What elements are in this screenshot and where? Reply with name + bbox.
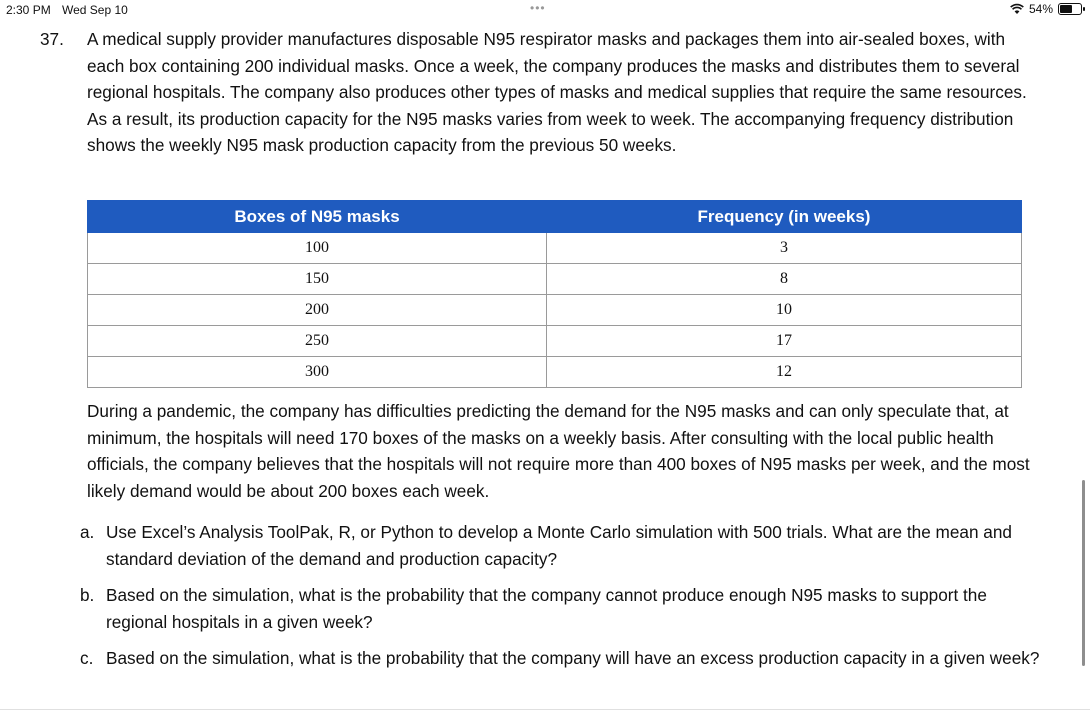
part-letter: a. bbox=[80, 522, 95, 542]
table-cell-frequency: 17 bbox=[547, 326, 1022, 357]
multitask-dots-icon[interactable]: ••• bbox=[530, 1, 546, 15]
question-block bbox=[40, 26, 1040, 159]
table-cell-boxes: 150 bbox=[88, 264, 547, 295]
question-parts bbox=[80, 519, 1040, 682]
table-cell-frequency: 3 bbox=[547, 233, 1022, 264]
battery-percent: 54% bbox=[1028, 2, 1053, 16]
table-row bbox=[88, 264, 1022, 295]
table-cell-frequency: 8 bbox=[547, 264, 1022, 295]
part-letter: c. bbox=[80, 648, 94, 668]
part-b bbox=[80, 582, 1040, 635]
status-bar bbox=[0, 0, 1090, 20]
table-cell-boxes: 250 bbox=[88, 326, 547, 357]
part-a bbox=[80, 519, 1040, 572]
wifi-icon bbox=[1010, 3, 1024, 15]
table-row bbox=[88, 326, 1022, 357]
part-text: Use Excel’s Analysis ToolPak, R, or Python to develop a Monte Carlo simulation with 500 trials. What are the mean and standard deviation of the demand and production capacity? bbox=[106, 522, 1012, 569]
frequency-table bbox=[87, 200, 1022, 388]
battery-fill bbox=[1060, 5, 1072, 13]
table-cell-boxes: 200 bbox=[88, 295, 547, 326]
table-header-boxes: Boxes of N95 masks bbox=[88, 201, 547, 233]
part-text: Based on the simulation, what is the probability that the company cannot produce enough N95 masks to support the regional hospitals in a given week? bbox=[106, 585, 987, 632]
table-header-row bbox=[88, 201, 1022, 233]
status-right bbox=[1010, 2, 1082, 16]
part-letter: b. bbox=[80, 585, 95, 605]
table-cell-boxes: 100 bbox=[88, 233, 547, 264]
table-row bbox=[88, 357, 1022, 388]
question-body: During a pandemic, the company has difficulties predicting the demand for the N95 masks and can only speculate that, at minimum, the hospitals will need 170 boxes of the masks on a weekly basis. After consulting with the local public health officials, the company believes that the hospitals will not require more than 400 boxes of N95 masks per week, and the most likely demand would be about 200 boxes each week. bbox=[87, 401, 1030, 501]
question-intro: A medical supply provider manufactures disposable N95 respirator masks and packages them into air-sealed boxes, with each box containing 200 individual masks. Once a week, the company produces the masks and distributes them to several regional hospitals. The company also produces other types of masks and medical supplies that require the same resources. As a result, its production capacity for the N95 masks varies from week to week. The accompanying frequency distribution shows the weekly N95 mask production capacity from the previous 50 weeks. bbox=[87, 29, 1027, 155]
table-cell-frequency: 12 bbox=[547, 357, 1022, 388]
battery-icon bbox=[1058, 3, 1082, 15]
part-c bbox=[80, 645, 1040, 672]
table-header-frequency: Frequency (in weeks) bbox=[547, 201, 1022, 233]
table-cell-boxes: 300 bbox=[88, 357, 547, 388]
status-date: Wed Sep 10 bbox=[62, 3, 128, 17]
table-row bbox=[88, 295, 1022, 326]
status-time: 2:30 PM bbox=[6, 3, 51, 17]
question-number: 37. bbox=[40, 29, 64, 49]
table-cell-frequency: 10 bbox=[547, 295, 1022, 326]
part-text: Based on the simulation, what is the probability that the company will have an excess production capacity in a given week? bbox=[106, 648, 1040, 668]
vertical-scrollbar[interactable] bbox=[1082, 480, 1085, 666]
table-row bbox=[88, 233, 1022, 264]
